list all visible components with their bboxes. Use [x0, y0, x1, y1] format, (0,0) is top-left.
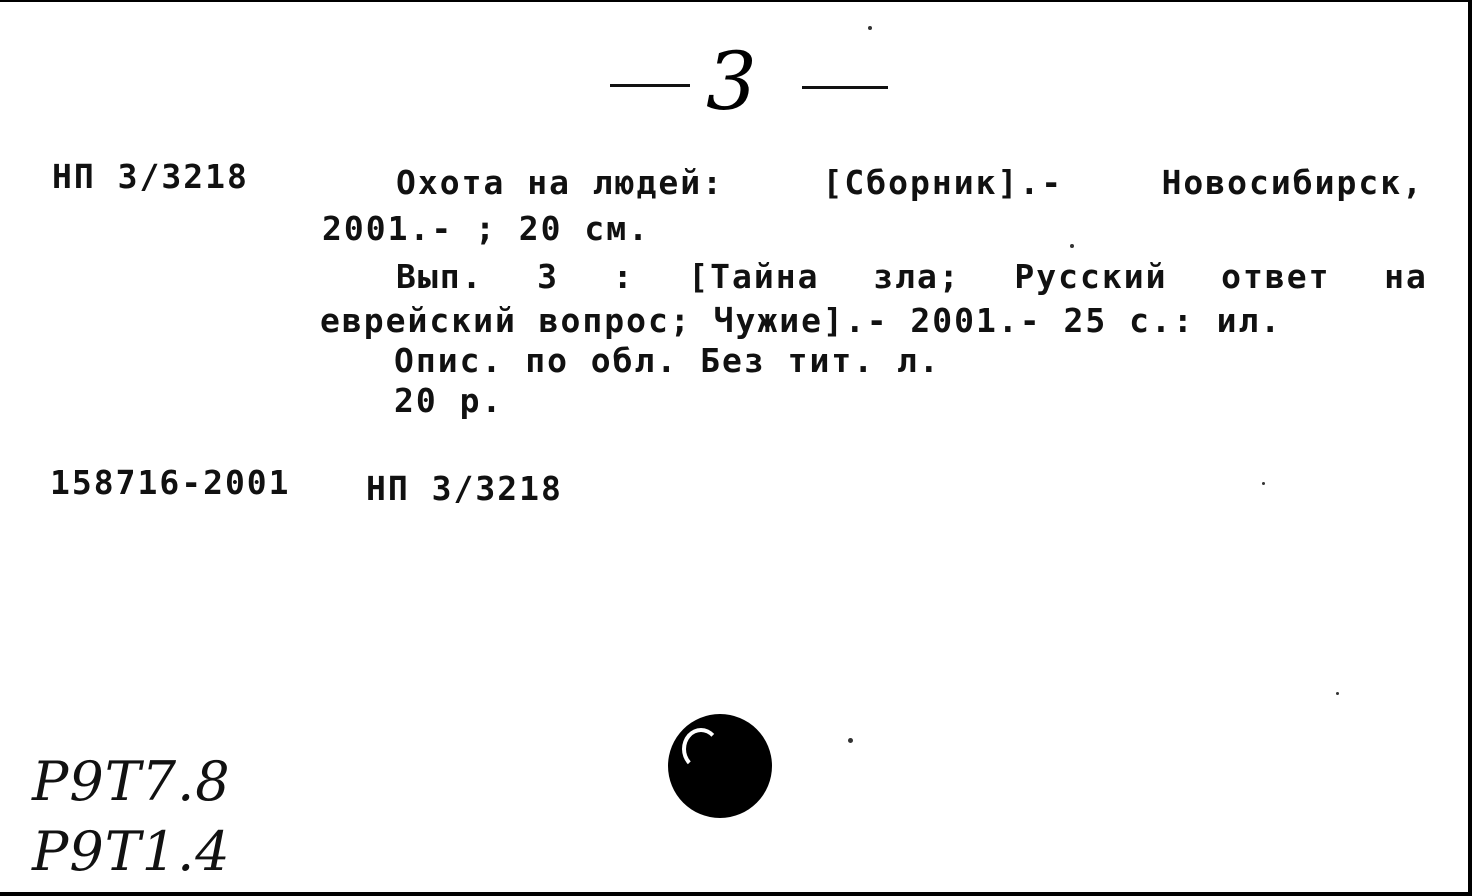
entry-note: Опис. по обл. Без тит. л.: [394, 341, 941, 380]
speck: [1262, 482, 1265, 485]
shelf-mark-bottom: НП 3/3218: [366, 469, 563, 508]
speck: [848, 738, 853, 743]
entry-issue-number: 3: [537, 257, 560, 296]
entry-contents-word-4: ответ: [1221, 257, 1331, 296]
page-number-dash-left: [610, 84, 690, 87]
entry-genre: [Сборник].-: [822, 163, 1064, 202]
entry-issue-label: Вып.: [396, 257, 484, 296]
entry-contents-word-3: Русский: [1014, 257, 1168, 296]
shelf-mark-top: НП 3/3218: [52, 157, 249, 196]
entry-line-2: 2001.- ; 20 см.: [322, 209, 651, 248]
entry-line-3: [396, 258, 1428, 296]
entry-place: Новосибирск,: [1161, 163, 1424, 202]
speck: [868, 26, 872, 30]
entry-line-1: [396, 164, 1424, 202]
handwritten-code-2: Р9Т1.4: [32, 820, 231, 883]
entry-contents-word-2: зла;: [873, 257, 961, 296]
entry-colon: :: [612, 257, 635, 296]
entry-price: 20 р.: [394, 381, 504, 420]
entry-contents-word-5: на: [1384, 257, 1428, 296]
speck: [1070, 244, 1074, 248]
accession-number: 158716-2001: [50, 463, 291, 502]
page-number: 3: [706, 35, 757, 128]
page-number-dash-right: [802, 86, 888, 89]
handwritten-code-1: Р9Т7.8: [32, 750, 231, 813]
punch-hole: [668, 714, 772, 818]
entry-title: Охота на людей:: [396, 163, 725, 202]
entry-contents-word-1: [Тайна: [688, 257, 820, 296]
speck: [1336, 692, 1339, 695]
entry-line-4: еврейский вопрос; Чужие].- 2001.- 25 с.: ил.: [320, 301, 1283, 340]
